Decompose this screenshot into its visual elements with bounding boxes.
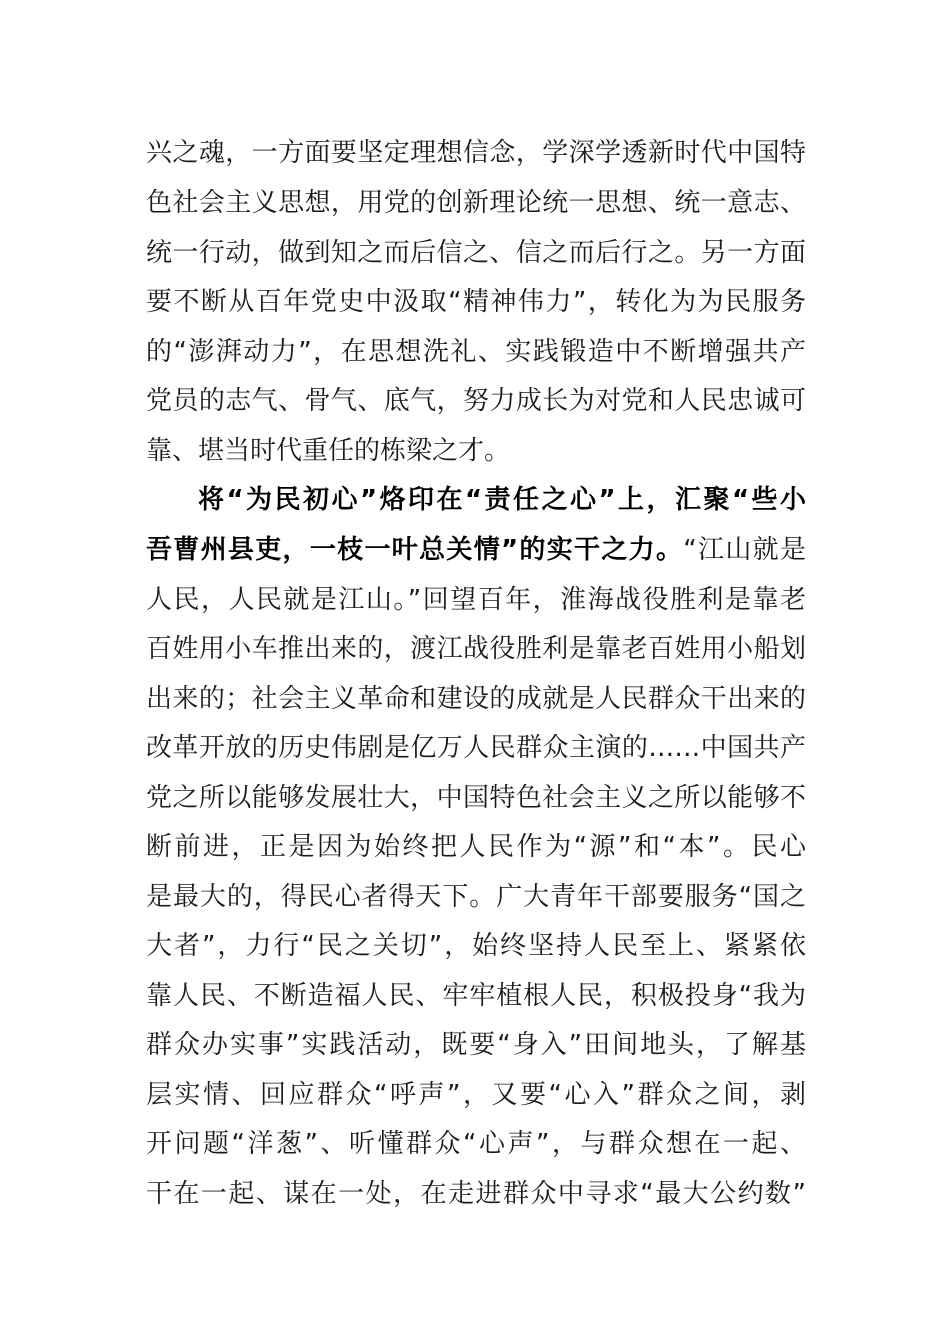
paragraph-1-line-3: 统一行动，做到知之而后信之、信之而后行之。另一方面 bbox=[146, 238, 806, 268]
paragraph-2-line-7: 党之所以能够发展壮大，中国特色社会主义之所以能够不 bbox=[146, 783, 806, 813]
paragraph-2-line-6: 改革开放的历史伟剧是亿万人民群众主演的……中国共产 bbox=[146, 733, 806, 763]
paragraph-2-line-9: 是最大的，得民心者得天下。广大青年干部要服务“国之 bbox=[146, 882, 806, 912]
paragraph-2-line-11: 靠人民、不断造福人民、牢牢植根人民，积极投身“我为 bbox=[146, 981, 806, 1011]
paragraph-2-line-10: 大者”，力行“民之关切”，始终坚持人民至上、紧紧依 bbox=[146, 931, 806, 961]
paragraph-2-heading-end: 吾曹州县吏，一枝一叶总关情”的实干之力。 bbox=[146, 535, 684, 565]
paragraph-2-line-1: 将“为民初心”烙印在“责任之心”上，汇聚“些小 bbox=[198, 485, 806, 515]
paragraph-2-line-3: 人民，人民就是江山。”回望百年，淮海战役胜利是靠老 bbox=[146, 585, 806, 615]
paragraph-2-line-4: 百姓用小车推出来的，渡江战役胜利是靠老百姓用小船划 bbox=[146, 634, 806, 664]
paragraph-2-line-13: 层实情、回应群众“呼声”，又要“心入”群众之间，剥 bbox=[146, 1080, 806, 1110]
paragraph-2-line-5: 出来的；社会主义革命和建设的成就是人民群众干出来的 bbox=[146, 684, 806, 714]
paragraph-1-line-2: 色社会主义思想，用党的创新理论统一思想、统一意志、 bbox=[146, 188, 806, 218]
paragraph-2-line-8: 断前进，正是因为始终把人民作为“源”和“本”。民心 bbox=[146, 832, 806, 862]
paragraph-2-line-2-rest: “江山就是 bbox=[683, 535, 806, 565]
paragraph-1-line-6: 党员的志气、骨气、底气，努力成长为对党和人民忠诚可 bbox=[146, 386, 806, 416]
paragraph-2-line-2 bbox=[146, 525, 806, 575]
paragraph-1-line-7: 靠、堪当时代重任的栋梁之才。 bbox=[146, 436, 511, 466]
paragraph-1-line-1: 兴之魂，一方面要坚定理想信念，学深学透新时代中国特 bbox=[146, 138, 806, 168]
paragraph-1-line-5: 的“澎湃动力”，在思想洗礼、实践锻造中不断增强共产 bbox=[146, 337, 806, 367]
paragraph-1-line-4: 要不断从百年党史中汲取“精神伟力”，转化为为民服务 bbox=[146, 287, 806, 317]
paragraph-2-line-12: 群众办实事”实践活动，既要“身入”田间地头，了解基 bbox=[146, 1030, 806, 1060]
paragraph-2-line-14: 开问题“洋葱”、听懂群众“心声”，与群众想在一起、 bbox=[146, 1129, 806, 1159]
paragraph-2-line-15: 干在一起、谋在一处，在走进群众中寻求“最大公约数” bbox=[146, 1179, 806, 1209]
